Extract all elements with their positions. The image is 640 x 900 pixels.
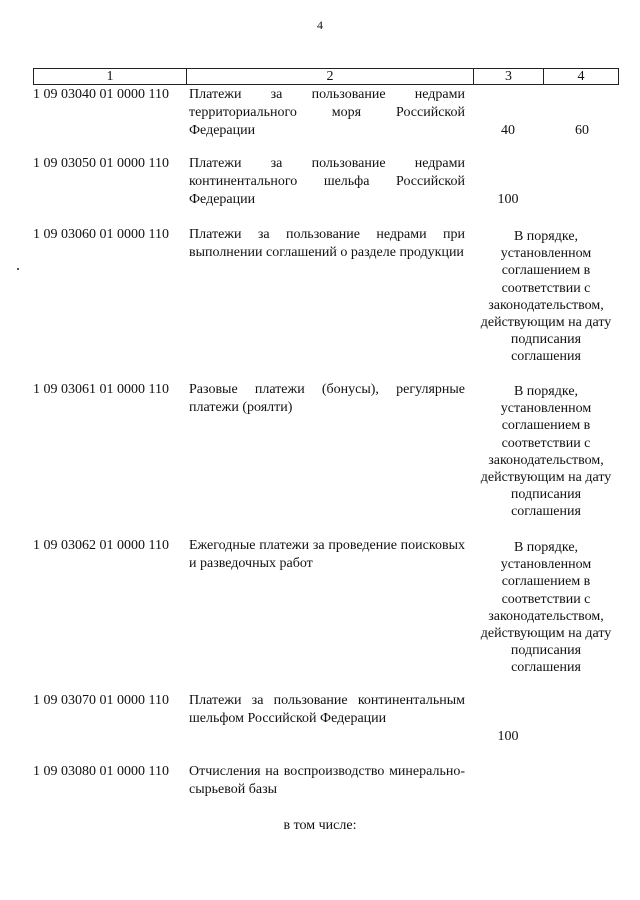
- row-value-3: 100: [497, 192, 519, 207]
- row-value-3: 100: [497, 729, 519, 744]
- header-col-2: 2: [187, 69, 474, 84]
- row-code: 1 09 03060 01 0000 110: [33, 227, 169, 242]
- table-header: [33, 68, 619, 85]
- row-value-4: 60: [575, 123, 589, 138]
- row-code: 1 09 03050 01 0000 110: [33, 156, 169, 171]
- row-description: Платежи за пользование недрами континентального шельфа Российской Федерации: [189, 156, 465, 207]
- row-code: 1 09 03062 01 0000 110: [33, 538, 169, 553]
- row-order-text: В порядке, установленном соглашением в соответствии с законодательством, действующим на дату подписания соглашения: [480, 540, 612, 676]
- row-code: 1 09 03070 01 0000 110: [33, 693, 169, 708]
- row-code: 1 09 03040 01 0000 110: [33, 87, 169, 102]
- row-value-3: 40: [501, 123, 515, 138]
- header-col-3: 3: [474, 69, 544, 84]
- row-description: Разовые платежи (бонусы), регулярные платежи (роялти): [189, 382, 465, 415]
- header-col-4: 4: [577, 69, 585, 84]
- row-description: Платежи за пользование континентальным шельфом Российской Федерации: [189, 693, 465, 726]
- row-description: Отчисления на воспроизводство минерально-сырьевой базы: [189, 764, 465, 797]
- row-description: Ежегодные платежи за проведение поисковых и разведочных работ: [189, 538, 465, 571]
- row-order-text: В порядке, установленном соглашением в соответствии с законодательством, действующим на дату подписания соглашения: [480, 384, 612, 520]
- row-description: Платежи за пользование недрами при выполнении соглашений о разделе продукции: [189, 227, 465, 260]
- row-description: Платежи за пользование недрами территориального моря Российской Федерации: [189, 87, 465, 138]
- row-order-text: В порядке, установленном соглашением в соответствии с законодательством, действующим на дату подписания соглашения: [480, 229, 612, 365]
- row-code: 1 09 03080 01 0000 110: [33, 764, 169, 779]
- footer-text: в том числе:: [283, 818, 357, 833]
- scan-mark: [17, 268, 19, 270]
- page-number: 4: [317, 18, 323, 32]
- header-col-1: 1: [34, 69, 187, 84]
- row-code: 1 09 03061 01 0000 110: [33, 382, 169, 397]
